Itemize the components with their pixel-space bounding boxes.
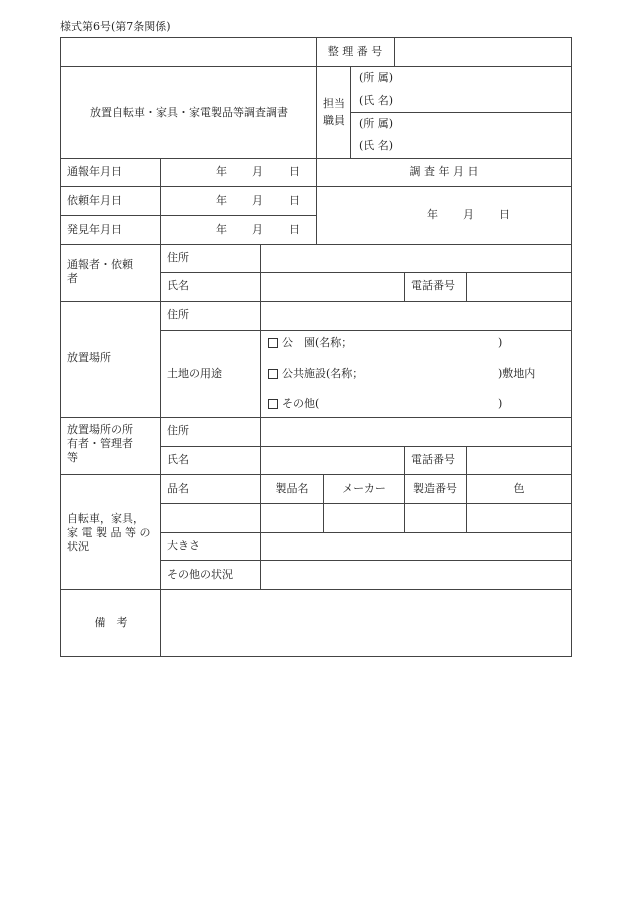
- shimei-plain-label: 氏名: [167, 279, 189, 292]
- shimei-plain-label: 氏名: [167, 453, 189, 466]
- seiri-bango-field[interactable]: [395, 39, 571, 65]
- checkbox-icon[interactable]: [268, 399, 278, 409]
- seiri-bango-label: 整 理 番 号: [327, 45, 383, 58]
- item-name-field[interactable]: [161, 504, 260, 532]
- owner-label-1: 放置場所の所: [67, 423, 133, 436]
- opt-park[interactable]: [268, 336, 352, 350]
- tsuho-date-label: 通報年月日: [67, 165, 122, 178]
- opt-public[interactable]: [268, 367, 363, 381]
- remarks-field[interactable]: [161, 590, 571, 656]
- divider: [160, 330, 571, 331]
- owner-name-field[interactable]: [261, 447, 404, 474]
- survey-form: [60, 37, 572, 657]
- location-address-field[interactable]: [261, 302, 571, 330]
- divider: [350, 112, 571, 113]
- hi-label: 日: [289, 194, 300, 207]
- tsuki-label: 月: [463, 208, 474, 221]
- owner-address-field[interactable]: [261, 418, 571, 446]
- owner-label-2: 有者・管理者: [67, 437, 133, 450]
- denwa-label: 電話番号: [411, 453, 455, 466]
- jusho-label: 住所: [167, 308, 189, 321]
- biko-label: 備 考: [94, 616, 128, 629]
- divider: [350, 66, 351, 158]
- iro-label: 色: [513, 482, 525, 495]
- item-label-3: 状況: [67, 540, 89, 553]
- opt-park-label: 公 園(名称；: [282, 336, 353, 349]
- chosa-date-label: 調 査 年 月 日: [409, 165, 479, 178]
- hi-label: 日: [289, 165, 300, 178]
- divider: [61, 474, 571, 475]
- divider: [404, 272, 405, 301]
- nen-label: 年: [216, 194, 227, 207]
- nen-label: 年: [216, 223, 227, 236]
- shozoku-label: (所 属): [359, 71, 394, 84]
- divider: [316, 38, 317, 158]
- reporter-phone-field[interactable]: [467, 273, 571, 301]
- tanto-label-2: 職員: [323, 114, 345, 127]
- serial-field[interactable]: [405, 504, 466, 532]
- irai-date-label: 依頼年月日: [67, 194, 122, 207]
- tsuki-label: 月: [252, 223, 263, 236]
- nen-label: 年: [216, 165, 227, 178]
- reporter-address-field[interactable]: [261, 245, 571, 272]
- other-status-field[interactable]: [261, 561, 571, 589]
- size-field[interactable]: [261, 533, 571, 560]
- hinmei-label: 品名: [167, 482, 189, 495]
- shikichinai-label: )敷地内: [498, 367, 536, 380]
- maker-field[interactable]: [324, 504, 404, 532]
- close-paren: ): [498, 397, 503, 410]
- shozoku-label: (所 属): [359, 117, 394, 130]
- seihinmei-label: 製品名: [275, 482, 309, 495]
- divider: [404, 446, 405, 474]
- owner-label-3: 等: [67, 451, 78, 464]
- shimei-label: (氏 名): [359, 139, 394, 152]
- opt-other-label: その他(: [282, 397, 320, 410]
- divider: [316, 158, 317, 244]
- divider: [61, 215, 316, 216]
- form-title: 放置自転車・家具・家電製品等調査調書: [90, 106, 288, 119]
- reporter-label-1: 通報者・依頼: [67, 258, 133, 271]
- nen-label: 年: [427, 208, 438, 221]
- hakken-date-label: 発見年月日: [67, 223, 122, 236]
- opt-other[interactable]: [268, 397, 319, 411]
- color-field[interactable]: [467, 504, 571, 532]
- jusho-label: 住所: [167, 424, 189, 437]
- tsuki-label: 月: [252, 194, 263, 207]
- tochi-yoto-label: 土地の用途: [167, 367, 222, 380]
- checkbox-icon[interactable]: [268, 338, 278, 348]
- divider: [160, 158, 161, 656]
- maker-label: メーカー: [342, 482, 386, 495]
- sonota-jokyo-label: その他の状況: [167, 568, 233, 581]
- hi-label: 日: [289, 223, 300, 236]
- owner-phone-field[interactable]: [467, 447, 571, 474]
- hi-label: 日: [499, 208, 510, 221]
- close-paren: ): [498, 336, 503, 349]
- product-name-field[interactable]: [261, 504, 323, 532]
- reporter-name-field[interactable]: [261, 273, 404, 301]
- item-label-1: 自転車，家具，: [67, 512, 144, 525]
- jusho-label: 住所: [167, 251, 189, 264]
- shimei-label: (氏 名): [359, 94, 394, 107]
- reporter-label-2: 者: [67, 272, 78, 285]
- seizo-bango-label: 製造番号: [413, 482, 457, 495]
- hochi-basho-label: 放置場所: [67, 351, 111, 364]
- tsuki-label: 月: [252, 165, 263, 178]
- form-number: 様式第6号(第7条関係): [60, 20, 171, 33]
- okisa-label: 大きさ: [167, 539, 200, 552]
- checkbox-icon[interactable]: [268, 369, 278, 379]
- opt-public-label: 公共施設(名称；: [282, 367, 364, 380]
- item-label-2: 家 電 製 品 等 の: [67, 526, 151, 539]
- denwa-label: 電話番号: [411, 279, 455, 292]
- tanto-label-1: 担当: [323, 97, 345, 110]
